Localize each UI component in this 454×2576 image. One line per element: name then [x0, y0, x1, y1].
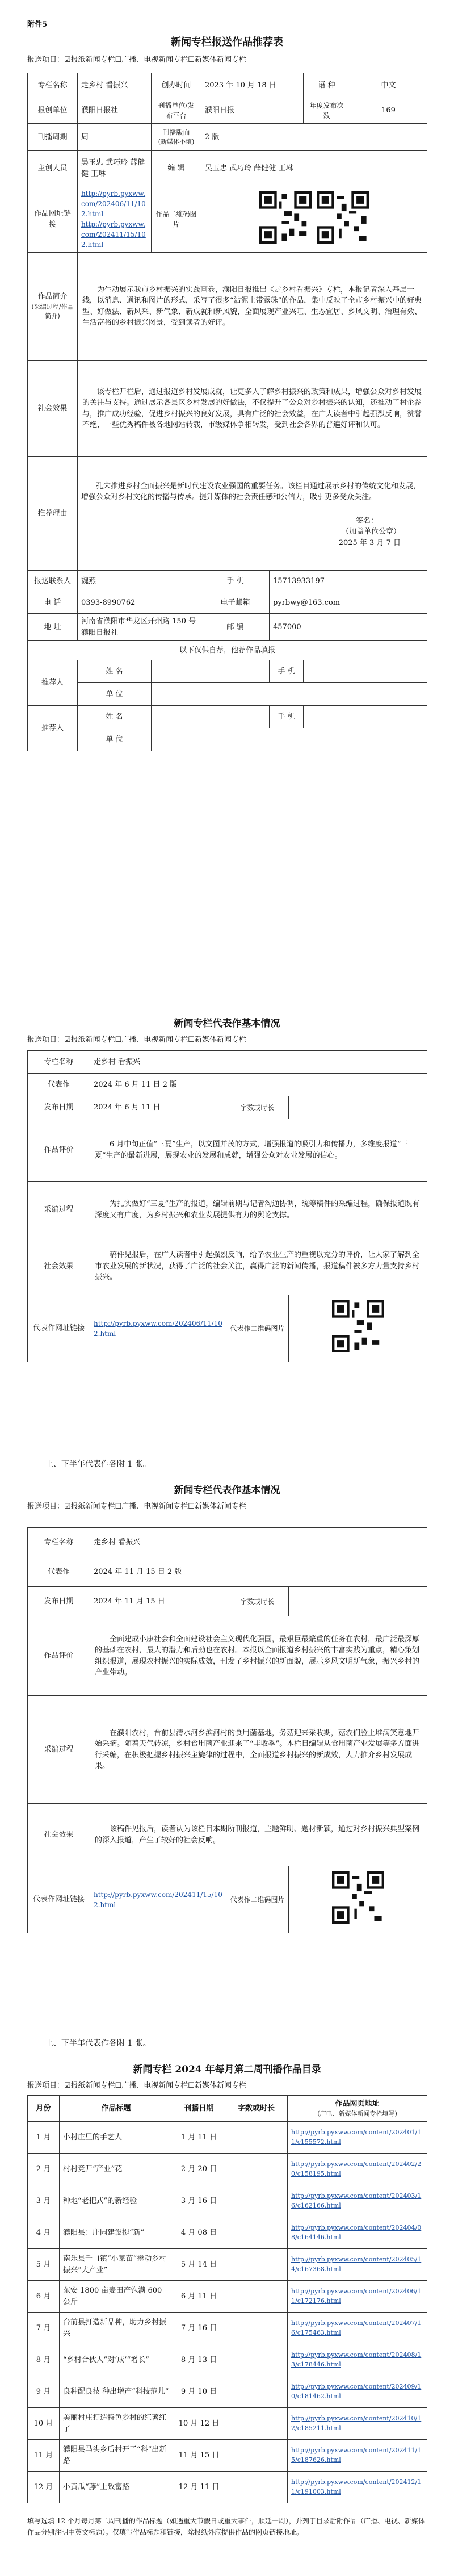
- catalog-url[interactable]: http://pyrb.pyxww.com/content/202405/14/c167368.html: [288, 2249, 427, 2281]
- catalog-body: [28, 2122, 427, 2503]
- qr-cell: [289, 1866, 427, 1933]
- email-value: pyrbwy@163.com: [270, 592, 427, 614]
- publish-unit-value: 濮阳日报: [201, 98, 304, 124]
- column-name-value: 走乡村 看振兴: [78, 73, 152, 98]
- label-effect: 社会效果: [28, 361, 78, 457]
- phone-value: 0393-8990762: [78, 592, 201, 614]
- header-url: 作品网页地址 (广电、新媒体新闻专栏填写): [288, 2096, 427, 2122]
- form2-table: [27, 1050, 427, 1362]
- catalog-title: 东安 1800 亩麦田产饱满 600 公斤: [60, 2281, 173, 2313]
- catalog-word-count: [225, 2185, 288, 2217]
- catalog-month: 7 月: [28, 2313, 60, 2344]
- catalog-date: 9 月 10 日: [173, 2376, 225, 2408]
- label-pub-date: 发布日期: [28, 1096, 90, 1119]
- label-word-count: 字数或时长: [226, 1096, 289, 1119]
- catalog-url[interactable]: http://pyrb.pyxww.com/content/202406/11/c172176.html: [288, 2281, 427, 2313]
- form2-project-line: 报送项目：☑报纸新闻专栏☐广播、电视新闻专栏☐新媒体新闻专栏: [27, 1036, 246, 1044]
- label-pub-section: 刊播版面 (新媒体不填): [152, 124, 201, 151]
- leader-value: 吴玉忠 武巧玲 薛健健 王琳: [78, 151, 152, 186]
- catalog-title: 南乐县千口镇“小菜苗”撬动乡村振兴“大产业”: [60, 2249, 173, 2281]
- label-publish-unit: 刊播单位/发布平台: [152, 98, 201, 124]
- table-row: [28, 2217, 427, 2249]
- catalog-title: “乡村合伙人”对‘成’“增长”: [60, 2344, 173, 2376]
- rep-title-value: 2024 年 11 月 15 日 2 版: [90, 1557, 427, 1587]
- link-1[interactable]: http://pyrb.pyxww.com/202406/11/102.html: [81, 190, 146, 218]
- catalog-month: 2 月: [28, 2154, 60, 2185]
- intro-text: 为生动展示我市乡村振兴的实践画卷，濮阳日报推出《走乡村看振兴》专栏，本报记者深入基层一线，以消息、通讯和图片的形式，采写了很多“沾泥土带露珠”的作品，集中反映了全市乡村振兴中的好典型、好做法、新风采、新气象、新成就和新风貌，全面展现产业兴旺、生态宜居、乡风文明、治理有效、生活富裕的乡村振兴图景，受到读者的好评。: [78, 253, 427, 361]
- table-row: [28, 2408, 427, 2440]
- catalog-month: 8 月: [28, 2344, 60, 2376]
- name-1-field[interactable]: [152, 660, 270, 683]
- catalog-title: 美丽村庄打造特色乡村的红薯红了: [60, 2408, 173, 2440]
- label-process: 采编过程: [28, 1696, 90, 1804]
- label-link: 代表作网址链接: [28, 1866, 90, 1933]
- label-column-name: 专栏名称: [28, 1051, 90, 1074]
- attachment-label: 附件5: [27, 20, 48, 29]
- table-row: [28, 2249, 427, 2281]
- table-row: [28, 2313, 427, 2344]
- catalog-month: 5 月: [28, 2249, 60, 2281]
- catalog-word-count: [225, 2376, 288, 2408]
- mobile-r2-field[interactable]: [304, 706, 427, 728]
- label-link: 作品网址链接: [28, 186, 78, 253]
- catalog-table: [27, 2095, 427, 2503]
- catalog-url[interactable]: http://pyrb.pyxww.com/content/202409/10/c181462.html: [288, 2376, 427, 2408]
- catalog-url[interactable]: http://pyrb.pyxww.com/content/202401/11/c155572.html: [288, 2122, 427, 2154]
- label-leader: 主创人员: [28, 151, 78, 186]
- label-year-count: 年度发布次数: [304, 98, 350, 124]
- label-address: 地 址: [28, 614, 78, 641]
- create-time-value: 2023 年 10 月 18 日: [201, 73, 304, 98]
- catalog-date: 1 月 11 日: [173, 2122, 225, 2154]
- form1-title: 新闻专栏报送作品推荐表: [171, 36, 283, 48]
- name-2-field[interactable]: [152, 706, 270, 728]
- form3-footnote: 上、下半年代表作各附 1 张。: [45, 2039, 151, 2048]
- catalog-date: 6 月 11 日: [173, 2281, 225, 2313]
- label-link: 代表作网址链接: [28, 1295, 90, 1362]
- catalog-month: 1 月: [28, 2122, 60, 2154]
- link-2[interactable]: http://pyrb.pyxww.com/202411/15/102.html: [81, 220, 146, 249]
- catalog-word-count: [225, 2408, 288, 2440]
- label-host: 报创单位: [28, 98, 78, 124]
- catalog-title: 台前县打造新品种，助力乡村振兴: [60, 2313, 173, 2344]
- pub-section-value: 2 版: [201, 124, 427, 151]
- form4-title: 新闻专栏 2024 年每月第二周刊播作品目录: [133, 2064, 321, 2075]
- header-date: 刊播日期: [173, 2096, 225, 2122]
- catalog-month: 6 月: [28, 2281, 60, 2313]
- postcode-value: 457000: [270, 614, 427, 641]
- label-rep-title: 代表作: [28, 1074, 90, 1096]
- label-qr: 代表作二维码图片: [226, 1295, 289, 1362]
- catalog-word-count: [225, 2217, 288, 2249]
- catalog-title: 濮阳县：庄园建设提“新”: [60, 2217, 173, 2249]
- table-row: [28, 2154, 427, 2185]
- form2-footnote: 上、下半年代表作各附 1 张。: [45, 1460, 151, 1469]
- pub-date-value: 2024 年 6 月 11 日: [90, 1096, 226, 1119]
- catalog-title: 村村竞开“产业”花: [60, 2154, 173, 2185]
- label-qr: 作品二维码图片: [152, 186, 201, 253]
- catalog-word-count: [225, 2249, 288, 2281]
- label-effect: 社会效果: [28, 1238, 90, 1295]
- label-process: 采编过程: [28, 1182, 90, 1238]
- eval-text: 全面建成小康社会和全面建设社会主义现代化强国，最艰巨最繁重的任务在农村，最广泛最深厚的基础在农村，最大的潜力和后劲也在农村。本报以全面报道乡村振兴的丰富实践为重点，精心策划组织报道，展现农村振兴的实际成效，刊发了乡村振兴的新面貌，展示乡风文明新气象，振兴乡村的产业带动。: [90, 1616, 427, 1696]
- catalog-month: 9 月: [28, 2376, 60, 2408]
- catalog-url[interactable]: http://pyrb.pyxww.com/content/202402/20/c158195.html: [288, 2154, 427, 2185]
- form1-table: [27, 73, 427, 751]
- mobile-r1-field[interactable]: [304, 660, 427, 683]
- editor-value: 吴玉忠 武巧玲 薛健健 王琳: [201, 151, 427, 186]
- header-title: 作品标题: [60, 2096, 173, 2122]
- catalog-date: 12 月 11 日: [173, 2472, 225, 2503]
- form3-project-line: 报送项目：☑报纸新闻专栏☐广播、电视新闻专栏☐新媒体新闻专栏: [27, 1502, 246, 1511]
- catalog-month: 4 月: [28, 2217, 60, 2249]
- catalog-month: 10 月: [28, 2408, 60, 2440]
- reason-text: 孔宋推进乡村全面振兴是新时代建设农业强国的重要任务。该栏目通过展示乡村的传统文化和发展，增强公众对乡村文化的传播与传承。提升媒体的社会责任感和公信力，吸引更多受众关注。: [81, 481, 421, 502]
- table-row: [28, 2344, 427, 2376]
- seal-label: （加盖单位公章）: [341, 527, 401, 537]
- catalog-date: 3 月 16 日: [173, 2185, 225, 2217]
- label-reason: 推荐理由: [28, 457, 78, 571]
- sign-label: 签名：: [355, 516, 378, 525]
- year-count-value: 169: [350, 98, 427, 124]
- lang-value: 中文: [350, 73, 427, 98]
- qr-code-icon: [317, 191, 369, 244]
- column-name-value: 走乡村 看振兴: [90, 1528, 427, 1557]
- label-name-2: 姓 名: [78, 706, 152, 728]
- catalog-date: 11 月 15 日: [173, 2440, 225, 2472]
- unit-1-field[interactable]: [152, 683, 427, 706]
- effect-text: 稿件见报后，在广大读者中引起强烈反响，给予农业生产的重视以充分的评价，让大家了解到全市农业发展的新状况，获得了广泛的社会关注，赢得广泛的新闻传播，报道稿件被多方力量支持乡村振兴。: [90, 1238, 427, 1295]
- label-contact: 报送联系人: [28, 571, 78, 592]
- pub-date-value: 2024 年 11 月 15 日: [90, 1587, 226, 1616]
- header-month: 月份: [28, 2096, 60, 2122]
- catalog-title: 种地“老把式”的新经验: [60, 2185, 173, 2217]
- mobile-value: 15713933197: [270, 571, 427, 592]
- qr-cell: [289, 1295, 427, 1362]
- label-lang: 语 种: [304, 73, 350, 98]
- catalog-word-count: [225, 2281, 288, 2313]
- label-recommender-2: 推荐人: [28, 706, 78, 751]
- unit-2-field[interactable]: [152, 728, 427, 751]
- column-name-value: 走乡村 看振兴: [90, 1051, 427, 1074]
- label-word-count: 字数或时长: [226, 1587, 289, 1616]
- table-row: [28, 2440, 427, 2472]
- table-row: [28, 2122, 427, 2154]
- catalog-word-count: [225, 2344, 288, 2376]
- qr-code-icon: [259, 191, 312, 244]
- catalog-date: 7 月 16 日: [173, 2313, 225, 2344]
- table-row: [28, 2376, 427, 2408]
- catalog-url[interactable]: http://pyrb.pyxww.com/content/202407/16/c175463.html: [288, 2313, 427, 2344]
- catalog-date: 4 月 08 日: [173, 2217, 225, 2249]
- catalog-date: 5 月 14 日: [173, 2249, 225, 2281]
- effect-text: 该稿件见报后，读者认为该栏目本期所刊报道，主题鲜明、题材新颖，通过对乡村振兴典型案例的深入报道，产生了较好的社会反响。: [90, 1804, 427, 1866]
- process-text: 为扎实做好“三夏”生产的报道，编辑前期与记者沟通协调，统筹稿件的采编过程，确保报道既有深度又有广度，为乡村振兴和农业发展提供有力的舆论支撑。: [90, 1182, 427, 1238]
- host-value: 濮阳日报社: [78, 98, 152, 124]
- form4-footnote: 填写选填 12 个月每月第二周刊播的作品标题（如遇重大节假日或重大事件，顺延一周），并列于目录后附作品（广播、电视、新媒体作品分别注明中英文标题）。仅填写作品标题和链接，除报纸外应提供作品的网页链接地址。: [27, 2517, 425, 2537]
- process-text: 在濮阳农村，台前县清水河乡滨河村的食用菌基地，务菇迎来采收期，菇农们脸上堆满笑意地开始采摘。随着天气转凉，乡村食用菌产业迎来了“丰收季”。本栏目编辑从食用菌产业发展等多方面进行采编，在积极把握乡村振兴主旋律的过程中，全面报道乡村振兴的新成效，大力推介乡村发展成果。: [90, 1696, 427, 1804]
- label-column-name: 专栏名称: [28, 1528, 90, 1557]
- label-unit-2: 单 位: [78, 728, 152, 751]
- eval-text: 6 月中旬正值“三夏”生产，以文图并茂的方式，增强报道的吸引力和传播力，多维度报道“三夏”生产的最新进展，展现农业的发展和成就，增强公众对农业发展的信心。: [90, 1119, 427, 1182]
- qr-code-icon: [332, 1871, 384, 1924]
- form1-project-line: 报送项目：☑报纸新闻专栏☐广播、电视新闻专栏☐新媒体新闻专栏: [27, 56, 246, 64]
- header-word-count: 字数或时长: [225, 2096, 288, 2122]
- label-pub-date: 发布日期: [28, 1587, 90, 1616]
- sign-date: 2025 年 3 月 7 日: [338, 538, 401, 547]
- label-mobile-r1: 手 机: [270, 660, 304, 683]
- catalog-url[interactable]: http://pyrb.pyxww.com/content/202404/08/c164146.html: [288, 2217, 427, 2249]
- rep-link[interactable]: http://pyrb.pyxww.com/202411/15/102.html: [94, 1890, 222, 1909]
- label-frequency: 刊播周期: [28, 124, 78, 151]
- frequency-value: 周: [78, 124, 152, 151]
- table-row: [28, 2281, 427, 2313]
- catalog-date: 8 月 13 日: [173, 2344, 225, 2376]
- catalog-month: 11 月: [28, 2440, 60, 2472]
- label-phone: 电 话: [28, 592, 78, 614]
- table-row: [28, 2185, 427, 2217]
- catalog-url[interactable]: http://pyrb.pyxww.com/content/202412/11/c191003.html: [288, 2472, 427, 2503]
- reason-cell: [78, 457, 427, 571]
- catalog-url[interactable]: http://pyrb.pyxww.com/content/202410/12/c185211.html: [288, 2408, 427, 2440]
- form3-table: [27, 1527, 427, 1933]
- catalog-word-count: [225, 2472, 288, 2503]
- catalog-month: 3 月: [28, 2185, 60, 2217]
- catalog-url[interactable]: http://pyrb.pyxww.com/content/202411/15/c187626.html: [288, 2440, 427, 2472]
- catalog-title: 良种配良技 种出增产“科技范儿”: [60, 2376, 173, 2408]
- label-recommender-1: 推荐人: [28, 660, 78, 706]
- label-eval: 作品评价: [28, 1119, 90, 1182]
- catalog-month: 12 月: [28, 2472, 60, 2503]
- catalog-word-count: [225, 2313, 288, 2344]
- address-value: 河南省濮阳市华龙区开州路 150 号濮阳日报社: [78, 614, 201, 641]
- qr-code-icon: [332, 1300, 384, 1352]
- word-count-value: [289, 1587, 427, 1616]
- qr-cell: [201, 186, 427, 253]
- label-qr: 代表作二维码图片: [226, 1866, 289, 1933]
- link-cell: [78, 186, 152, 253]
- contact-value: 魏燕: [78, 571, 201, 592]
- catalog-word-count: [225, 2122, 288, 2154]
- link-cell: [90, 1866, 226, 1933]
- rep-title-value: 2024 年 6 月 11 日 2 版: [90, 1074, 427, 1096]
- form3-title: 新闻专栏代表作基本情况: [174, 1485, 280, 1496]
- catalog-date: 2 月 20 日: [173, 2154, 225, 2185]
- catalog-date: 10 月 12 日: [173, 2408, 225, 2440]
- rep-link[interactable]: http://pyrb.pyxww.com/202406/11/102.html: [94, 1319, 222, 1338]
- table-row: [28, 2472, 427, 2503]
- word-count-value: [289, 1096, 427, 1119]
- label-eval: 作品评价: [28, 1616, 90, 1696]
- label-postcode: 邮 编: [201, 614, 270, 641]
- label-create-time: 创办时间: [152, 73, 201, 98]
- catalog-title: 濮阳县马头乡后村开了“科”出新路: [60, 2440, 173, 2472]
- effect-text: 该专栏开栏后，通过报道乡村发展成就，让更多人了解乡村振兴的政策和成果，增强公众对乡村发展的关注与支持。通过展示各县区乡村发展的好做法，不仅提升了公众对乡村振兴的认知，还推动了村企参与，推广成功经验，促进乡村振兴的良好发展，具有广泛的社会效益，在广大读者中引起强烈反响，赞誉不绝，一些优秀稿件被各地网站转载，市级媒体争相转发，受到社会各界的普遍好评和认可。: [78, 361, 427, 457]
- label-intro: 作品简介 (采编过程/作品简介): [28, 253, 78, 361]
- label-effect: 社会效果: [28, 1804, 90, 1866]
- catalog-word-count: [225, 2440, 288, 2472]
- link-cell: [90, 1295, 226, 1362]
- label-unit-1: 单 位: [78, 683, 152, 706]
- label-name-1: 姓 名: [78, 660, 152, 683]
- catalog-title: 小村庄里的手艺人: [60, 2122, 173, 2154]
- form2-title: 新闻专栏代表作基本情况: [174, 1018, 280, 1029]
- form4-project-line: 报送项目：☑报纸新闻专栏☐广播、电视新闻专栏☐新媒体新闻专栏: [27, 2081, 246, 2090]
- catalog-url[interactable]: http://pyrb.pyxww.com/content/202403/16/c162166.html: [288, 2185, 427, 2217]
- label-rep-title: 代表作: [28, 1557, 90, 1587]
- label-column-name: 专栏名称: [28, 73, 78, 98]
- catalog-word-count: [225, 2154, 288, 2185]
- catalog-title: 小黄瓜“藤”上致富路: [60, 2472, 173, 2503]
- label-mobile: 手 机: [201, 571, 270, 592]
- label-editor: 编 辑: [152, 151, 201, 186]
- catalog-url[interactable]: http://pyrb.pyxww.com/content/202408/13/c178446.html: [288, 2344, 427, 2376]
- self-recommend-note: 以下仅供自荐，他荐作品填报: [28, 641, 427, 660]
- label-mobile-r2: 手 机: [270, 706, 304, 728]
- label-email: 电子邮箱: [201, 592, 270, 614]
